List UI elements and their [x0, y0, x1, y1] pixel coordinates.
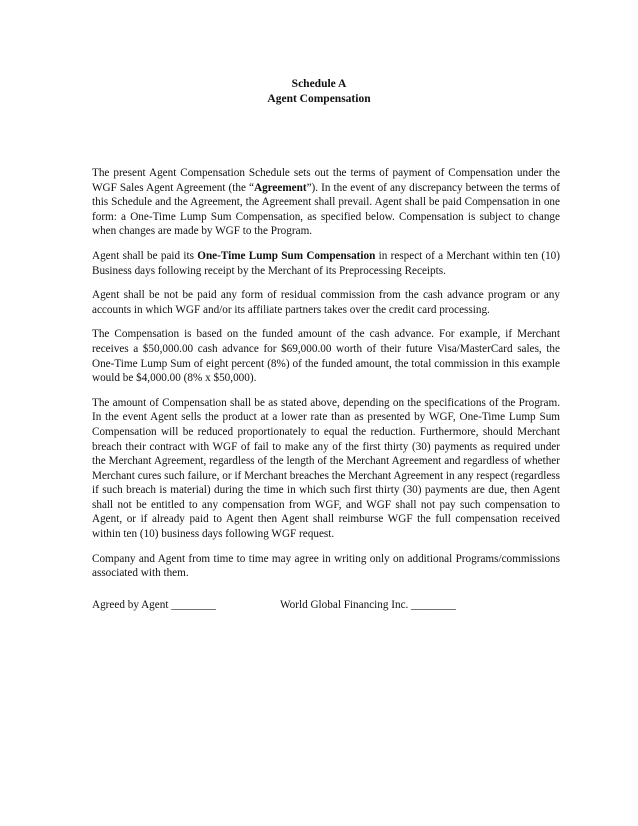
- paragraph-lump-sum-pre: Agent shall be paid its: [92, 249, 198, 262]
- paragraph-intro-post: ”). In the event of any discrepancy between the terms of this Schedule and the Agreement, the Agreement shall prevail. Agent shall be paid Compensation in one form: a One-Time Lump Sum Compensation, as specified below. Compensation is subject to change when changes are made by WGF to the Program.: [92, 181, 560, 238]
- paragraph-residual: Agent shall be not be paid any form of residual commission from the cash advance program or any accounts in which WGF and/or its affiliate partners takes over the credit card processing.: [92, 289, 560, 316]
- lump-sum-term: One-Time Lump Sum Compensation: [197, 249, 376, 262]
- paragraph-intro: [92, 166, 560, 239]
- document-body: [92, 166, 560, 591]
- agreement-term: Agreement: [253, 181, 307, 194]
- wgf-signature-line: World Global Financing Inc. ________: [280, 599, 456, 611]
- document-subtitle: Agent Compensation: [267, 93, 371, 105]
- paragraph-example: The Compensation is based on the funded amount of the cash advance. For example, if Merchant receives a $50,000.00 cash advance for $69,000.00 worth of their future Visa/MasterCard sales, the One-Time Lump Sum of eight percent (8%) of the funded amount, the total commission in this example would be $4,000.00 (8% x $50,000).: [92, 328, 560, 385]
- paragraph-intro-pre: The present Agent Compensation Schedule sets out the terms of payment of Compensation under the WGF Sales Agent Agreement (the “: [92, 167, 560, 194]
- paragraph-additional-programs: Company and Agent from time to time may agree in writing only on additional Programs/commissions associated with them.: [92, 552, 560, 580]
- agent-signature-line: Agreed by Agent ________: [92, 599, 216, 611]
- paragraph-conditions: The amount of Compensation shall be as stated above, depending on the specifications of the Program. In the event Agent sells the product at a lower rate than as presented by WGF, One-Time Lump Sum Compensation will be reduced proportionately to equal the reduction. Furthermore, should Merchant breach their contract with WGF of fail to make any of the first thirty (30) payments as required under the Merchant Agreement, regardless of the length of the Merchant Agreement and regardless of whether Merchant cures such failure, or if Merchant breaches the Merchant Agreement in any respect (regardless if such breach is material) during the time in which such first thirty (30) payments are due, then Agent shall not be entitled to any compensation from WGF, and WGF shall not pay such compensation to Agent, or if already paid to Agent then Agent shall reimburse WGF the full compensation received within ten (10) business days following WGF request.: [92, 396, 560, 541]
- paragraph-lump-sum: [92, 249, 560, 278]
- document-title: Schedule A: [291, 78, 347, 90]
- paragraph-lump-sum-post: in respect of a Merchant within ten (10) Business days following receipt by the Merchant of its Preprocessing Receipts.: [92, 249, 560, 277]
